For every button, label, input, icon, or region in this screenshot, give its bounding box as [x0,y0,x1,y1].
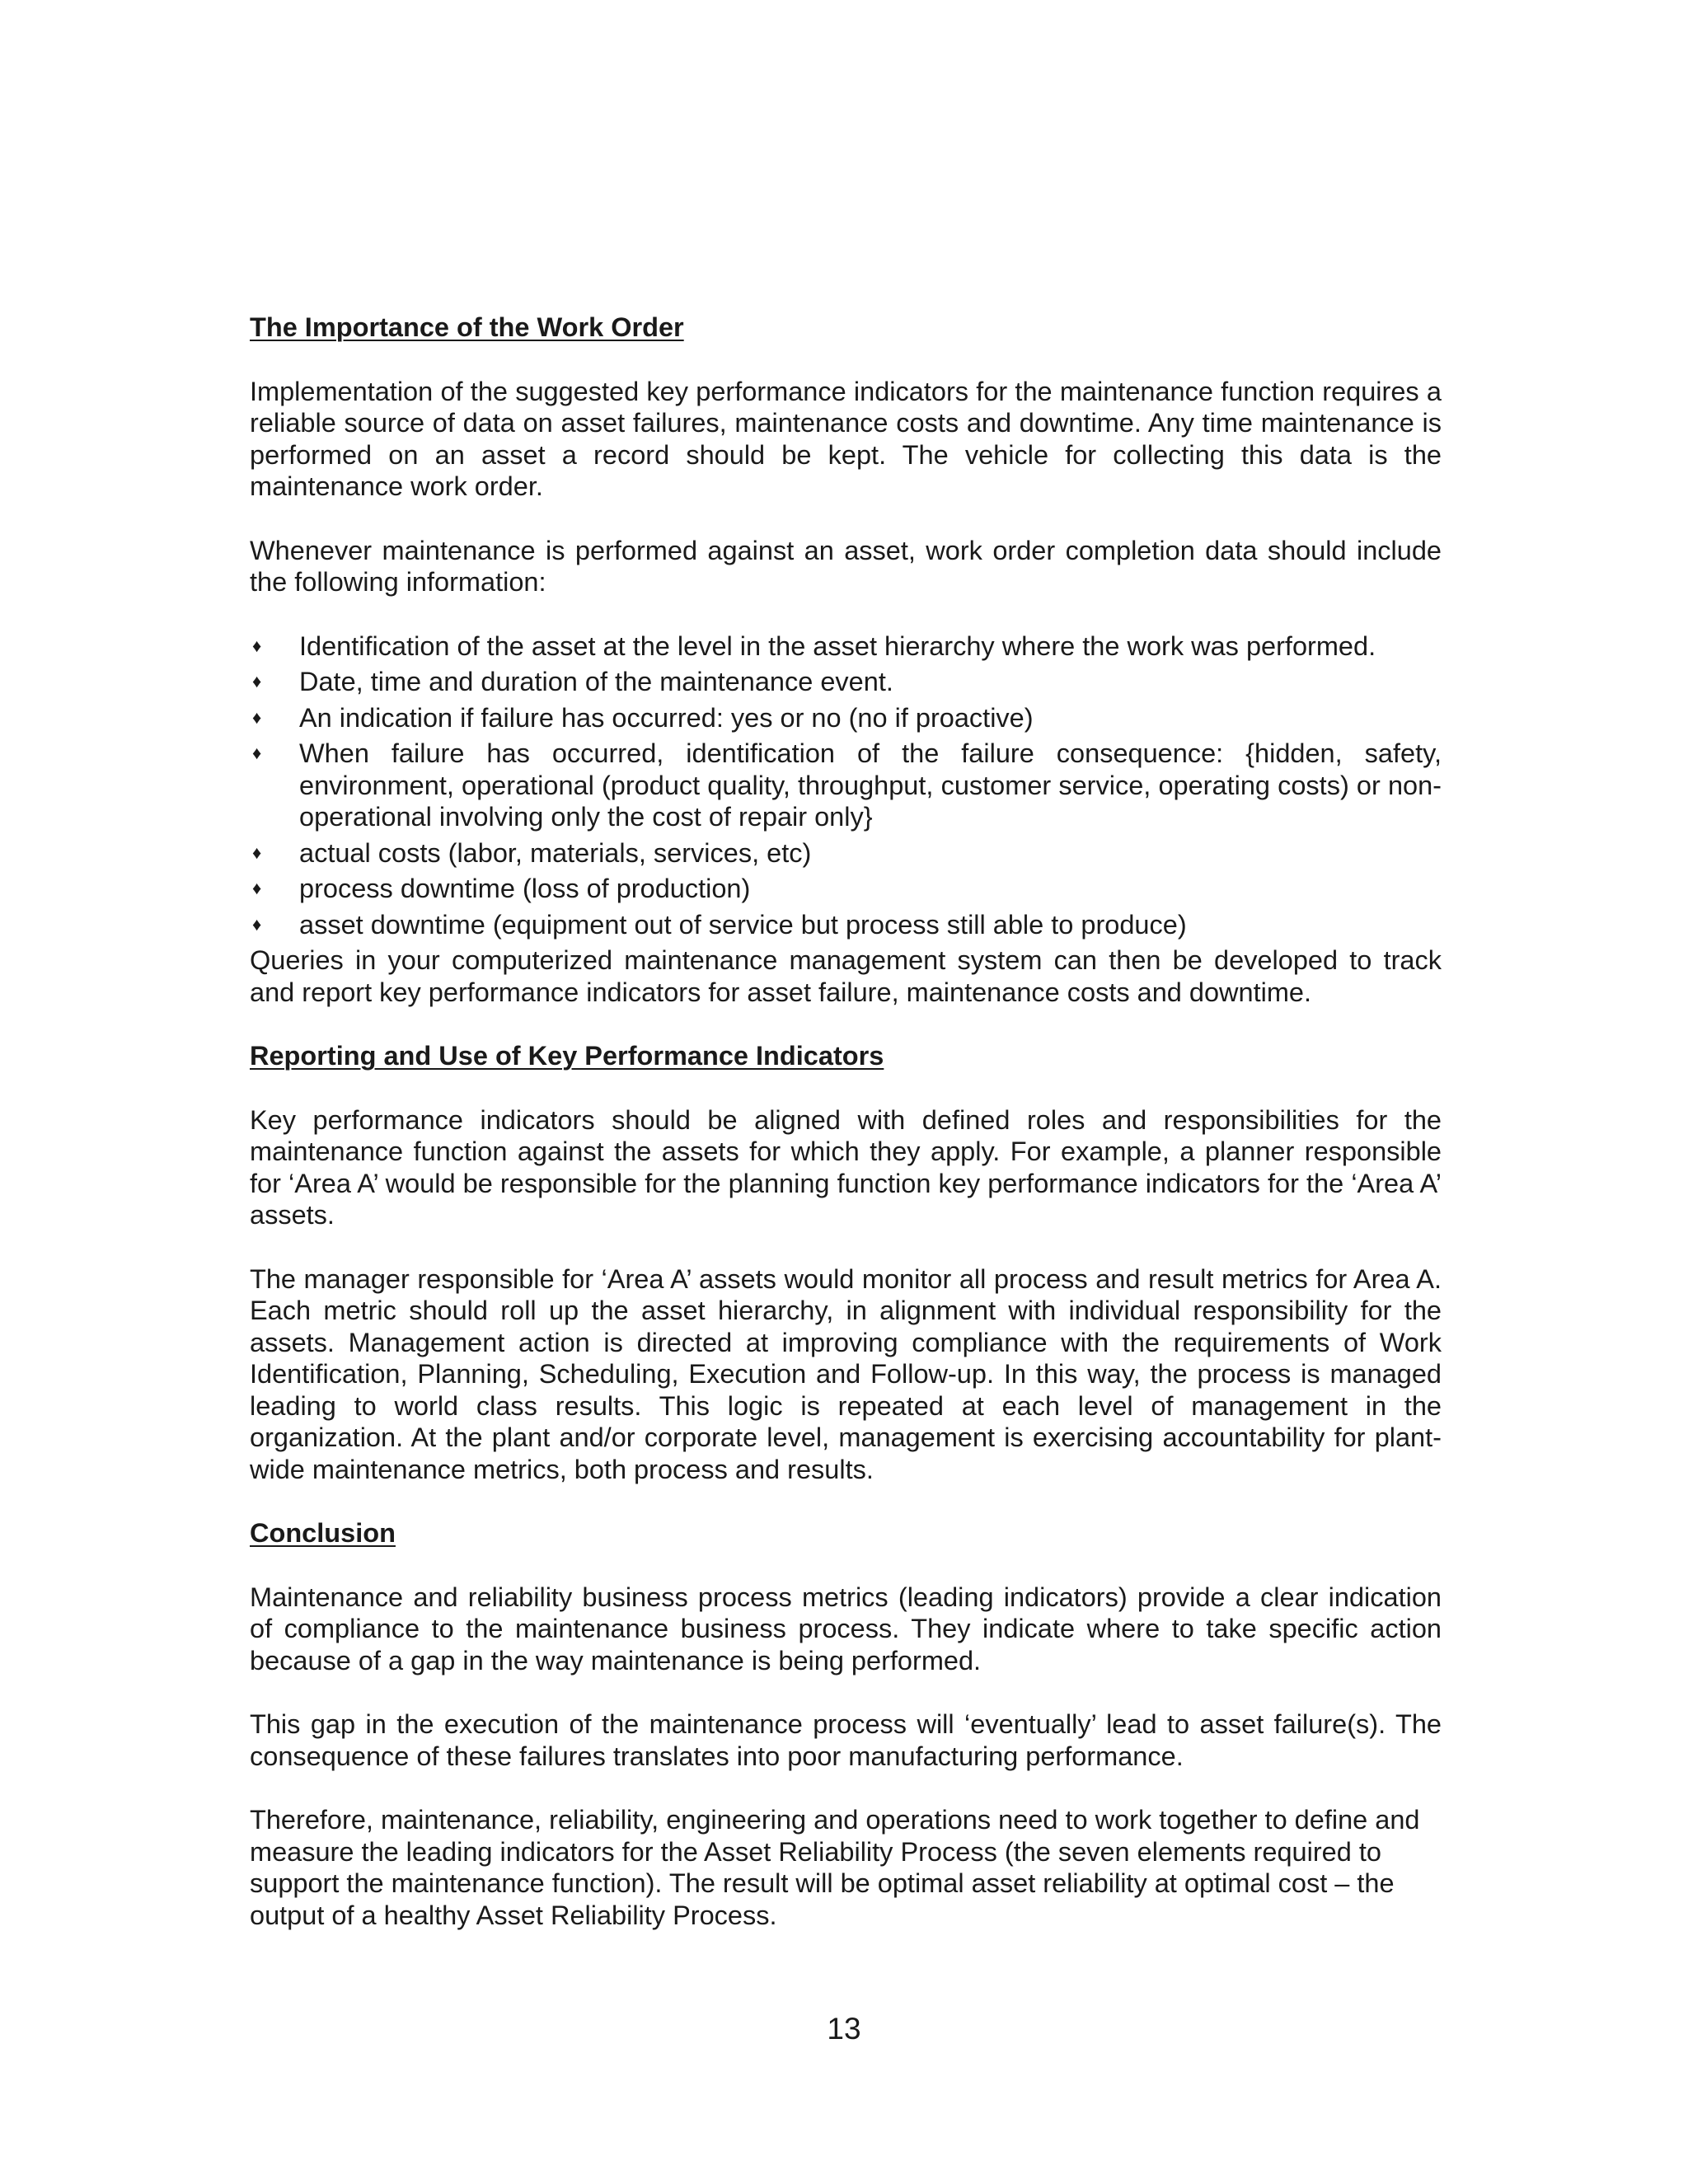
diamond-bullet-icon: ♦ [252,671,262,691]
list-item-text: process downtime (loss of production) [299,874,751,903]
list-item [250,738,1442,833]
list-item-text: Identification of the asset at the level in the asset hierarchy where the work was performed. [299,630,1376,661]
diamond-bullet-icon: ♦ [252,635,262,656]
list-item [250,873,1442,905]
list-item [250,837,1442,869]
paragraph-reporting-alignment: Key performance indicators should be aligned with defined roles and responsibilities for the maintenance function against the assets for which they apply. For example, a planner responsible for ‘Area A’ would be responsible for the planning function key performance indicators for the ‘Area A’ assets. [250,1104,1442,1230]
work-order-info-list [250,630,1442,941]
section-heading-work-order: The Importance of the Work Order [250,312,684,342]
paragraph-reporting-manager: The manager responsible for ‘Area A’ assets would monitor all process and result metrics for Area A. Each metric should roll up the asset hierarchy, in alignment with individual responsibility for the assets. Management action is directed at improving compliance with the requirements of Work Identification, Planning, Scheduling, Execution and Follow-up. In this way, the process is managed leading to world class results. This logic is repeated at each level of management in the organization. At the plant and/or corporate level, management is exercising accountability for plant-wide maintenance metrics, both process and results. [250,1263,1442,1484]
list-item [250,909,1442,941]
paragraph-conclusion-therefore: Therefore, maintenance, reliability, engineering and operations need to work together to define and measure the leading indicators for the Asset Reliability Process (the seven elements required to support the maintenance function). The result will be optimal asset reliability at optimal cost – the output of a healthy Asset Reliability Process. [250,1805,1420,1930]
list-item-text: Date, time and duration of the maintenance event. [299,667,893,696]
paragraph-work-order-queries: Queries in your computerized maintenance management system can then be developed to track and report key performance indicators for asset failure, maintenance costs and downtime. [250,945,1442,1007]
list-item [250,702,1442,734]
list-item-text: asset downtime (equipment out of service but process still able to produce) [299,909,1187,940]
document-page [250,312,1442,1963]
paragraph-conclusion-gap: This gap in the execution of the maintenance process will ‘eventually’ lead to asset failure(s). The consequence of these failures translates into poor manufacturing performance. [250,1709,1442,1771]
paragraph-work-order-intro: Implementation of the suggested key performance indicators for the maintenance function requires a reliable source of data on asset failures, maintenance costs and downtime. Any time maintenance is performed on an asset a record should be kept. The vehicle for collecting this data is the maintenance work order. [250,376,1442,501]
list-item-text: actual costs (labor, materials, services, etc) [299,837,812,868]
page-number: 13 [827,2012,861,2046]
list-item [250,630,1442,663]
diamond-bullet-icon: ♦ [252,841,262,863]
list-item-text: An indication if failure has occurred: yes or no (no if proactive) [299,702,1034,733]
section-heading-conclusion: Conclusion [250,1518,396,1548]
list-item-text: When failure has occurred, identification of the failure consequence: {hidden, safety, environment, operational (product quality, throughput, customer service, operating costs) or non-operational involving only the cost of repair only} [299,738,1442,832]
list-item [250,666,1442,698]
diamond-bullet-icon: ♦ [252,743,262,763]
diamond-bullet-icon: ♦ [252,706,262,728]
paragraph-work-order-completion: Whenever maintenance is performed against an asset, work order completion data should include the following information: [250,535,1442,597]
diamond-bullet-icon: ♦ [252,878,262,898]
section-heading-reporting: Reporting and Use of Key Performance Indicators [250,1041,884,1071]
paragraph-conclusion-metrics: Maintenance and reliability business process metrics (leading indicators) provide a clear indication of compliance to the maintenance business process. They indicate where to take specific action because of a gap in the way maintenance is being performed. [250,1582,1442,1675]
diamond-bullet-icon: ♦ [252,913,262,935]
